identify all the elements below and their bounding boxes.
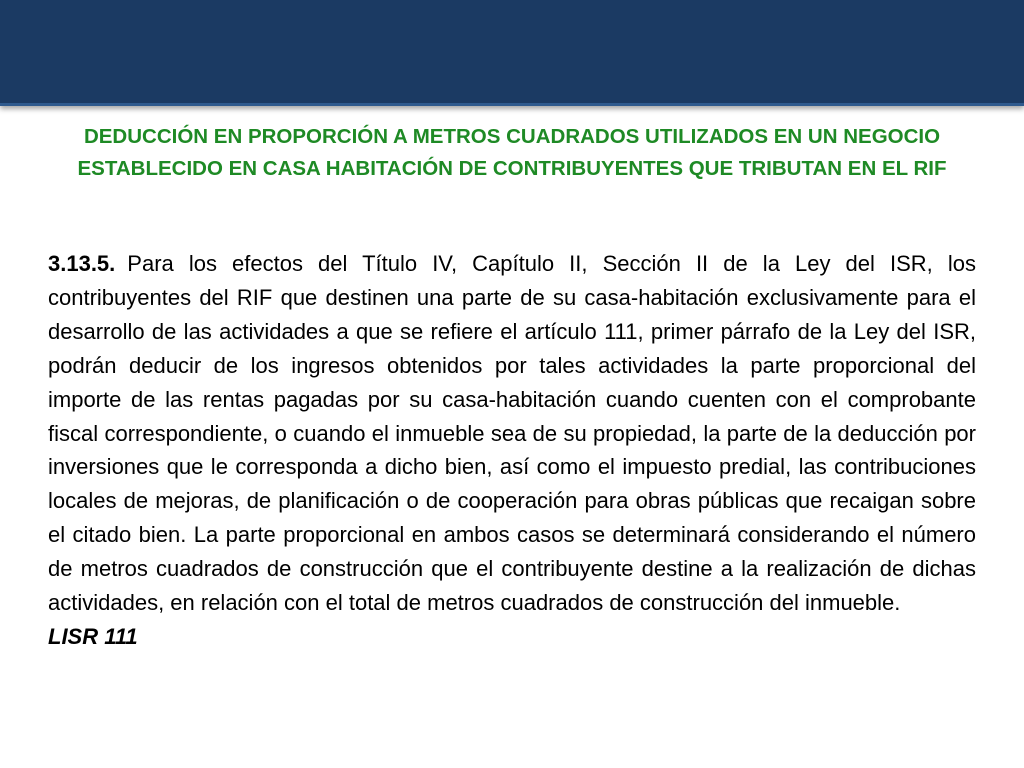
rule-number: 3.13.5. (48, 251, 116, 276)
rule-paragraph (48, 247, 976, 654)
rule-text: Para los efectos del Título IV, Capítulo II, Sección II de la Ley del ISR, los contribuyentes del RIF que destinen una parte de su casa-habitación exclusivamente para el desarrollo de las actividades a que se refiere el artículo 111, primer párrafo de la Ley del ISR, podrán deducir de los ingresos obtenidos por tales actividades la parte proporcional del importe de las rentas pagadas por su casa-habitación cuando cuenten con el comprobante fiscal correspondiente, o cuando el inmueble sea de su propiedad, la parte de la deducción por inversiones que le corresponda a dicho bien, así como el impuesto predial, las contribuciones locales de mejoras, de planificación o de cooperación para obras públicas que recaigan sobre el citado bien. La parte proporcional en ambos casos se determinará considerando el número de metros cuadrados de construcción que el contribuyente destine a la realización de dichas actividades, en relación con el total de metros cuadrados de construcción del inmueble. (48, 251, 976, 616)
header-band (0, 0, 1024, 106)
slide-title: DEDUCCIÓN EN PROPORCIÓN A METROS CUADRADOS UTILIZADOS EN UN NEGOCIO ESTABLECIDO EN CASA HABITACIÓN DE CONTRIBUYENTES QUE TRIBUTAN EN EL RIF (77, 125, 947, 180)
legal-reference: LISR 111 (48, 623, 138, 649)
